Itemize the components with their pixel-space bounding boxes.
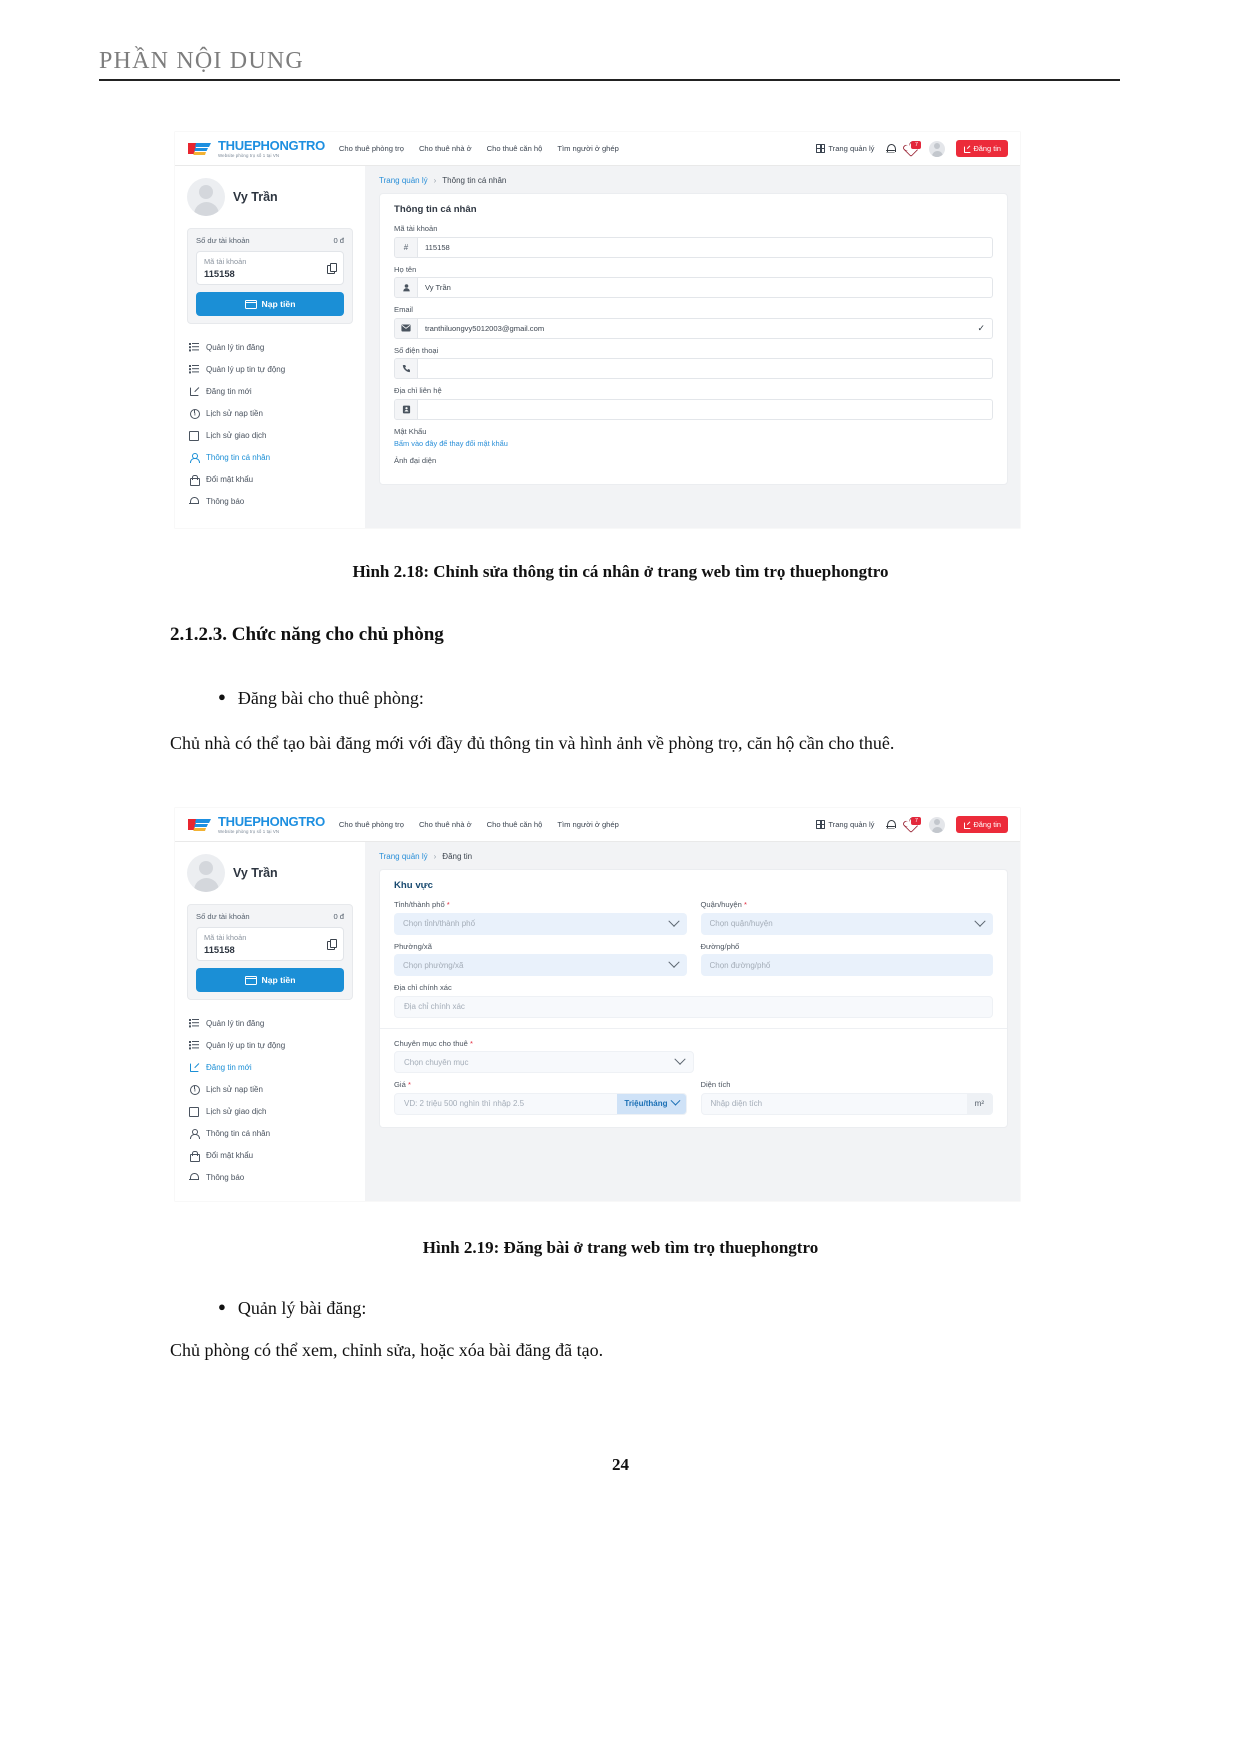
sidebar-item-label: Quản lý up tin tự động	[206, 1040, 286, 1050]
favorites-badge: 7	[911, 817, 921, 825]
sidebar-item-label: Quản lý up tin tự động	[206, 364, 286, 374]
account-code-box	[196, 927, 344, 961]
brand-tagline: Website phòng trọ số 1 tại VN	[218, 828, 280, 834]
copy-icon[interactable]	[327, 939, 336, 949]
nav-item-nha-o[interactable]: Cho thuê nhà ở	[418, 820, 472, 829]
calendar-icon	[189, 1106, 199, 1116]
list-icon	[189, 342, 199, 352]
breadcrumb	[379, 852, 1008, 861]
field-label-text: Quận/huyện	[700, 900, 742, 909]
phone-icon	[395, 359, 418, 378]
street-select[interactable]	[701, 954, 994, 976]
topup-label: Nạp tiền	[261, 299, 296, 309]
breadcrumb-parent[interactable]: Trang quản lý	[379, 176, 428, 185]
favorites-icon[interactable]	[906, 143, 918, 155]
bell-icon	[189, 496, 199, 506]
full-name-input[interactable]	[394, 277, 993, 298]
brand-logo[interactable]	[187, 139, 325, 158]
field-label	[701, 900, 994, 909]
notification-bell-icon[interactable]	[885, 143, 895, 154]
topup-button[interactable]	[196, 292, 344, 316]
field-label-text: Đường/phố	[700, 941, 740, 951]
edit-icon	[189, 386, 199, 396]
mail-icon	[395, 319, 418, 338]
exact-address-input[interactable]	[394, 996, 993, 1018]
field-province	[394, 900, 687, 935]
paragraph-1: Chủ nhà có thể tạo bài đăng mới với đầy đủ thông tin và hình ảnh về phòng trọ, căn hộ cần cho thuê.	[170, 733, 895, 753]
field-label: Số điện thoại	[394, 345, 439, 355]
paragraph-2: Chủ phòng có thể xem, chỉnh sửa, hoặc xóa bài đăng đã tạo.	[170, 1340, 604, 1360]
field-label: Email	[394, 305, 413, 314]
area-placeholder: Nhập diện tích	[710, 1099, 763, 1108]
post-listing-button[interactable]	[956, 140, 1008, 156]
breadcrumb-current: Đăng tin	[442, 852, 473, 861]
pencil-icon	[963, 145, 970, 152]
field-ward	[394, 942, 687, 977]
field-area	[701, 1080, 994, 1115]
sidebar-item-label: Quản lý tin đăng	[206, 342, 265, 352]
sidebar	[175, 166, 365, 528]
price-unit-label: Triệu/tháng	[624, 1099, 668, 1108]
area-unit-label: m²	[967, 1094, 992, 1114]
field-exact-address	[394, 983, 993, 1018]
password-label: Mật Khẩu	[394, 426, 427, 436]
app-body	[175, 842, 1020, 1201]
nav-item-phong-tro[interactable]: Cho thuê phòng trọ	[338, 144, 404, 153]
sidebar-item-thong-tin-ca-nhan[interactable]	[187, 1122, 353, 1144]
nav-item-phong-tro[interactable]: Cho thuê phòng trọ	[338, 820, 404, 829]
balance-row	[196, 236, 344, 245]
field-label: Họ tên	[394, 264, 417, 274]
user-icon	[189, 452, 199, 462]
sidebar-item-dang-tin-moi[interactable]	[187, 1056, 353, 1078]
sidebar-item-lich-su-nap-tien[interactable]	[187, 402, 353, 424]
balance-label: Số dư tài khoản	[196, 912, 250, 921]
favorites-badge: 7	[911, 141, 921, 149]
nav-item-nha-o[interactable]: Cho thuê nhà ở	[418, 144, 472, 153]
bullet-dot-icon: ●	[218, 689, 226, 704]
account-code-label: Mã tài khoản	[204, 933, 247, 942]
logo-mark-icon	[187, 816, 213, 833]
breadcrumb-parent[interactable]: Trang quản lý	[379, 852, 428, 861]
field-label	[394, 1080, 687, 1089]
address-input[interactable]	[394, 399, 993, 420]
sidebar-item-label: Đổi mật khẩu	[206, 474, 254, 484]
bullet-text: Quản lý bài đăng:	[237, 1298, 367, 1318]
topup-label: Nạp tiền	[261, 975, 296, 985]
clock-icon	[189, 1084, 199, 1094]
account-code-input[interactable]	[394, 237, 993, 258]
nav-right-group	[816, 140, 1008, 156]
exact-address-placeholder: Địa chỉ chính xác	[404, 1002, 465, 1011]
sidebar-item-label: Thông tin cá nhân	[206, 452, 271, 462]
phone-input[interactable]	[394, 358, 993, 379]
main-content	[365, 166, 1020, 528]
field-category	[394, 1039, 694, 1074]
sidebar-item-label: Lịch sử giao dịch	[206, 430, 267, 440]
post-listing-button[interactable]	[956, 816, 1008, 832]
category-select[interactable]	[394, 1051, 694, 1073]
list-icon	[189, 364, 199, 374]
webapp-profile-screen	[175, 132, 1020, 528]
manage-page-label: Trang quản lý	[828, 144, 875, 153]
post-listing-label: Đăng tin	[973, 144, 1001, 153]
area-input-group[interactable]	[701, 1093, 994, 1115]
field-street	[701, 942, 994, 977]
field-account-code	[394, 224, 993, 258]
balance-row	[196, 912, 344, 921]
field-label	[394, 983, 993, 992]
chevron-down-icon	[668, 915, 679, 926]
field-address	[394, 386, 993, 420]
grid-icon	[816, 820, 825, 829]
page-number: 24	[612, 1455, 629, 1474]
field-label	[701, 1080, 994, 1089]
sidebar-item-doi-mat-khau[interactable]	[187, 1144, 353, 1166]
sidebar-item-label: Thông tin cá nhân	[206, 1128, 271, 1138]
wallet-card	[187, 904, 353, 1000]
bullet-item-1	[218, 688, 424, 709]
sidebar-item-lich-su-giao-dich[interactable]	[187, 424, 353, 446]
brand-text	[218, 815, 325, 834]
price-unit-select[interactable]	[617, 1094, 685, 1114]
account-code-value: 115158	[204, 944, 235, 955]
required-mark: *	[446, 900, 450, 909]
topup-button[interactable]	[196, 968, 344, 992]
main-content	[365, 842, 1020, 1201]
sidebar-item-quan-ly-tin-dang[interactable]	[187, 1012, 353, 1034]
brand-text	[218, 139, 325, 158]
brand-logo[interactable]	[187, 815, 325, 834]
logo-mark-icon	[187, 140, 213, 157]
field-label-text: Giá	[394, 1080, 406, 1089]
sidebar-item-thong-bao[interactable]	[187, 490, 353, 512]
sidebar	[175, 842, 365, 1201]
edit-icon	[189, 1062, 199, 1072]
sidebar-item-label: Thông báo	[206, 496, 245, 506]
field-full-name	[394, 265, 993, 299]
sidebar-item-up-tin-tu-dong[interactable]	[187, 358, 353, 380]
nav-links	[339, 144, 619, 153]
avatar-section	[394, 456, 993, 465]
list-icon	[189, 1040, 199, 1050]
chevron-down-icon	[670, 1096, 680, 1106]
field-label-text: Tỉnh/thành phố	[394, 900, 445, 909]
province-placeholder: Chọn tỉnh/thành phố	[403, 919, 476, 928]
running-header-text: PHẦN NỘI DUNG	[99, 48, 304, 74]
street-placeholder: Chọn đường/phố	[709, 960, 771, 970]
change-password-link[interactable]: Bấm vào đây để thay đổi mật khẩu	[394, 438, 508, 448]
app-body	[175, 166, 1020, 528]
field-district	[701, 900, 994, 935]
password-section	[394, 427, 993, 448]
favorites-icon[interactable]	[906, 819, 918, 831]
grid-icon	[816, 144, 825, 153]
sidebar-item-label: Đăng tin mới	[206, 1062, 252, 1072]
chevron-down-icon	[974, 915, 985, 926]
figure-2-screenshot	[175, 808, 1020, 1201]
field-label: Địa chỉ liên hệ	[394, 386, 442, 395]
balance-value: 0 đ	[333, 236, 344, 245]
nav-right-group	[816, 816, 1008, 832]
post-listing-panel	[379, 869, 1008, 1128]
district-select[interactable]	[701, 913, 994, 935]
sidebar-item-up-tin-tu-dong[interactable]	[187, 1034, 353, 1056]
field-label-text: Chuyên mục cho thuê	[394, 1038, 468, 1048]
user-icon	[395, 278, 418, 297]
chevron-down-icon	[668, 957, 679, 968]
figure-2-caption: Hình 2.19: Đăng bài ở trang web tìm trọ thuephongtro	[422, 1238, 819, 1257]
chevron-down-icon	[674, 1054, 685, 1065]
user-avatar[interactable]	[929, 141, 945, 157]
clock-icon	[189, 408, 199, 418]
field-label	[394, 900, 687, 909]
ward-select[interactable]	[394, 954, 687, 976]
row-ward-street	[394, 942, 993, 984]
breadcrumb-separator: ›	[433, 176, 437, 185]
section-divider	[380, 1028, 1007, 1029]
bullet-item-2	[218, 1298, 366, 1319]
brand-tagline: Website phòng trọ số 1 tại VN	[218, 152, 280, 158]
account-code-label: Mã tài khoản	[204, 257, 247, 266]
manage-page-label: Trang quản lý	[828, 820, 875, 829]
copy-icon[interactable]	[327, 263, 336, 273]
sidebar-item-label: Thông báo	[206, 1172, 245, 1182]
bullet-dot-icon: ●	[218, 1299, 226, 1314]
bell-icon	[189, 1172, 199, 1182]
profile-avatar[interactable]	[187, 178, 225, 216]
running-header	[99, 48, 1120, 81]
field-price	[394, 1080, 687, 1115]
user-avatar[interactable]	[929, 817, 945, 833]
sidebar-menu	[187, 1012, 353, 1188]
sidebar-item-label: Lịch sử nạp tiền	[206, 1084, 263, 1094]
breadcrumb-separator: ›	[433, 852, 437, 861]
sidebar-profile	[187, 178, 353, 216]
sidebar-item-label: Đổi mật khẩu	[206, 1150, 254, 1160]
field-email	[394, 305, 993, 339]
section-heading: 2.1.2.3. Chức năng cho chủ phòng	[170, 624, 444, 645]
sidebar-item-lich-su-nap-tien[interactable]	[187, 1078, 353, 1100]
panel-title: Thông tin cá nhân	[394, 204, 477, 215]
full-name-value: Vy Trần	[425, 283, 451, 292]
calendar-icon	[189, 430, 199, 440]
address-icon	[395, 400, 418, 419]
figure-1-screenshot	[175, 132, 1020, 528]
sidebar-item-dang-tin-moi[interactable]	[187, 380, 353, 402]
list-icon	[189, 1018, 199, 1028]
nav-item-can-ho[interactable]: Cho thuê căn hộ	[486, 144, 543, 153]
profile-name: Vy Trần	[233, 190, 278, 204]
top-navbar	[175, 808, 1020, 842]
verified-check-icon: ✓	[977, 322, 985, 333]
sidebar-item-label: Đăng tin mới	[206, 386, 252, 396]
field-phone	[394, 346, 993, 380]
sidebar-item-thong-tin-ca-nhan[interactable]	[187, 446, 353, 468]
field-label	[394, 1039, 694, 1048]
sidebar-profile	[187, 854, 353, 892]
profile-panel	[379, 193, 1008, 485]
manage-page-link[interactable]	[816, 144, 874, 153]
required-mark: *	[407, 1080, 411, 1089]
nav-item-can-ho[interactable]: Cho thuê căn hộ	[486, 820, 543, 829]
field-label: Mã tài khoản	[394, 224, 438, 233]
brand-name: THUEPHONGTRO	[218, 138, 325, 153]
price-input-group[interactable]	[394, 1093, 687, 1115]
field-label	[394, 942, 687, 951]
lock-icon	[189, 474, 199, 484]
account-code-value: 115158	[204, 268, 235, 279]
section-title-area: Khu vực	[394, 880, 433, 891]
email-value: tranthiluongvy5012003@gmail.com	[425, 323, 545, 333]
wallet-card	[187, 228, 353, 324]
profile-name: Vy Trần	[233, 866, 278, 880]
sidebar-item-label: Lịch sử nạp tiền	[206, 408, 263, 418]
email-input[interactable]	[394, 318, 993, 339]
required-mark: *	[470, 1038, 473, 1048]
row-province-district	[394, 900, 993, 942]
ward-placeholder: Chọn phường/xã	[403, 960, 464, 970]
header-rule	[99, 79, 1120, 81]
manage-page-link[interactable]	[816, 820, 874, 829]
required-mark: *	[744, 900, 747, 909]
account-code-box	[196, 251, 344, 285]
sidebar-menu	[187, 336, 353, 512]
figure-1-caption: Hình 2.18: Chỉnh sửa thông tin cá nhân ở trang web tìm trọ thuephongtro	[352, 562, 889, 581]
pencil-icon	[963, 821, 970, 828]
field-label-text: Phường/xã	[394, 941, 432, 951]
brand-name: THUEPHONGTRO	[218, 814, 325, 829]
top-navbar	[175, 132, 1020, 166]
field-label-text: Diện tích	[700, 1080, 731, 1089]
province-select[interactable]	[394, 913, 687, 935]
balance-value: 0 đ	[333, 912, 344, 921]
sidebar-item-label: Lịch sử giao dịch	[206, 1106, 267, 1116]
sidebar-item-label: Quản lý tin đăng	[206, 1018, 265, 1028]
field-label	[701, 942, 994, 951]
sidebar-item-quan-ly-tin-dang[interactable]	[187, 336, 353, 358]
card-icon	[245, 300, 257, 309]
card-icon	[245, 976, 257, 985]
sidebar-item-thong-bao[interactable]	[187, 1166, 353, 1188]
price-placeholder: VD: 2 triệu 500 nghìn thì nhập 2.5	[404, 1099, 525, 1108]
balance-label: Số dư tài khoản	[196, 236, 250, 245]
nav-item-o-ghep[interactable]: Tìm người ở ghép	[557, 820, 619, 829]
lock-icon	[189, 1150, 199, 1160]
district-placeholder: Chọn quận/huyện	[709, 919, 773, 928]
row-price-area	[394, 1080, 993, 1115]
notification-bell-icon[interactable]	[885, 819, 895, 830]
field-label-text: Địa chỉ chính xác	[394, 983, 452, 992]
post-listing-label: Đăng tin	[973, 820, 1001, 829]
sidebar-item-lich-su-giao-dich[interactable]	[187, 1100, 353, 1122]
hash-icon: #	[395, 238, 418, 257]
nav-links	[339, 820, 619, 829]
webapp-post-listing-screen	[175, 808, 1020, 1201]
breadcrumb-current: Thông tin cá nhân	[442, 176, 507, 185]
profile-avatar[interactable]	[187, 854, 225, 892]
avatar-label: Ảnh đại diện	[394, 455, 437, 465]
breadcrumb	[379, 176, 1008, 185]
account-code-value: 115158	[425, 242, 450, 252]
sidebar-item-doi-mat-khau[interactable]	[187, 468, 353, 490]
category-placeholder: Chọn chuyên mục	[404, 1057, 469, 1067]
user-icon	[189, 1128, 199, 1138]
bullet-text: Đăng bài cho thuê phòng:	[237, 688, 424, 708]
nav-item-o-ghep[interactable]: Tìm người ở ghép	[557, 144, 619, 153]
